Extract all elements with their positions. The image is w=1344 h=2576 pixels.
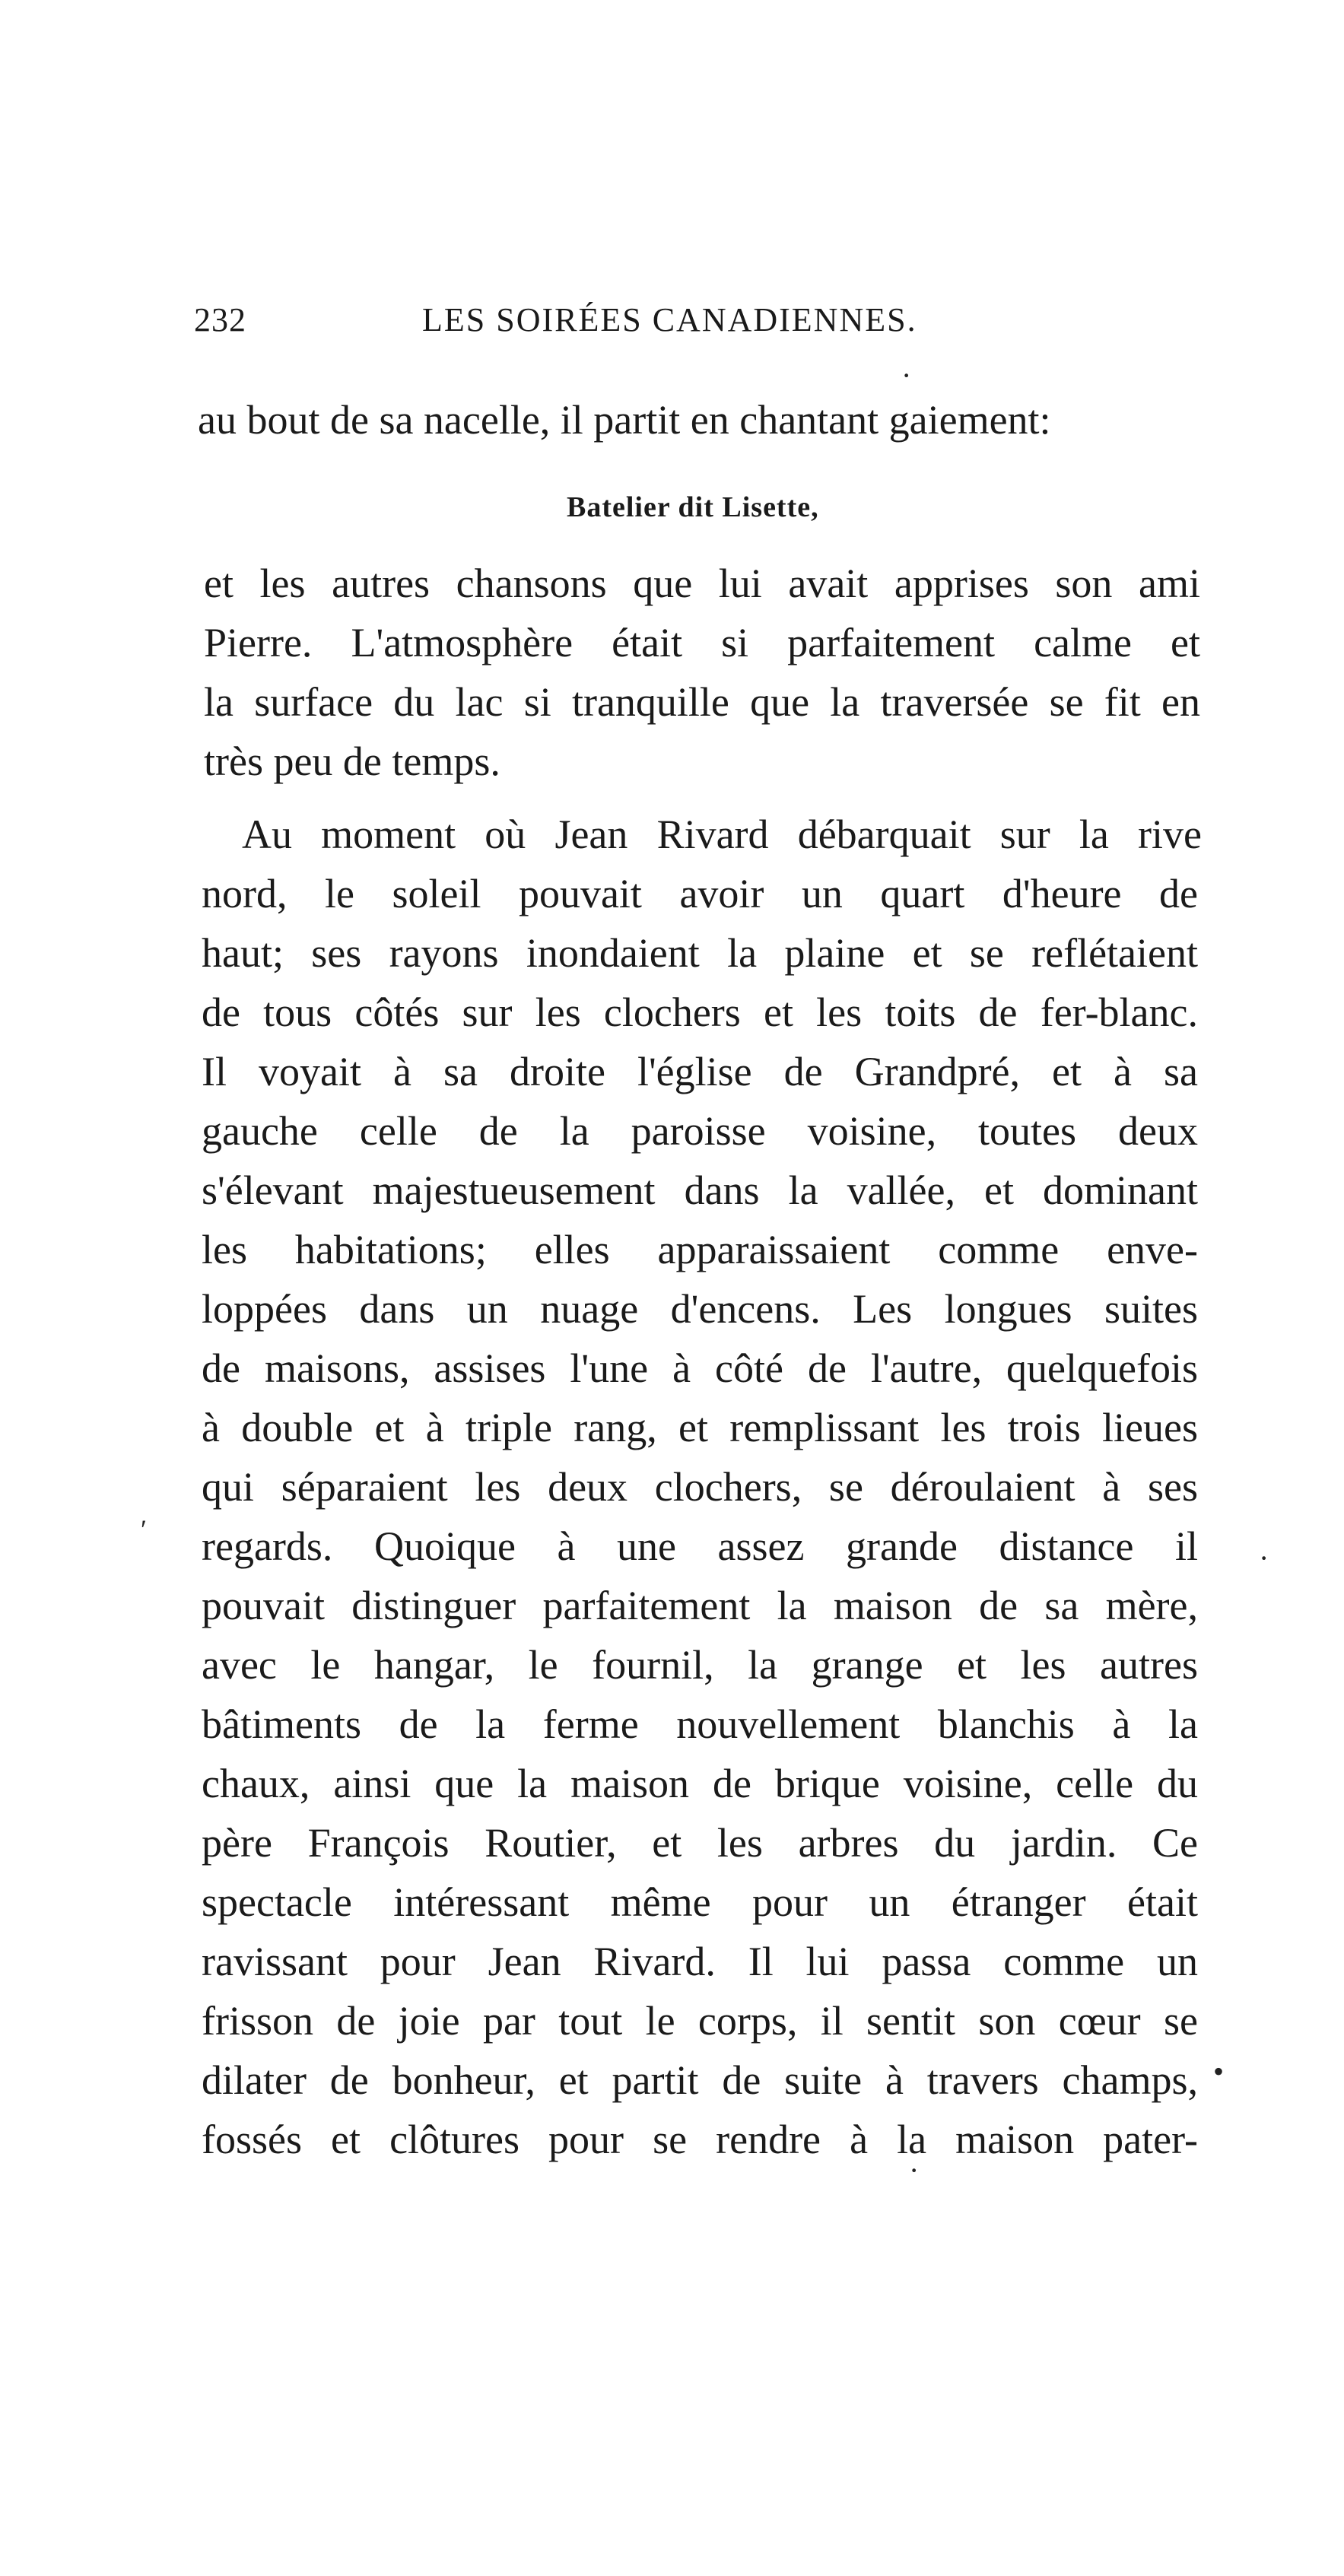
text-line: dilater de bonheur, et partit de suite à travers champs,: [202, 2057, 1198, 2103]
scan-mark: ′: [141, 1514, 147, 1545]
text-line: Pierre. L'atmosphère était si parfaitement calme et: [204, 620, 1200, 665]
text-line: loppées dans un nuage d'encens. Les longues suites: [202, 1286, 1198, 1332]
scan-speck: •: [1213, 2054, 1225, 2088]
text-line: de maisons, assises l'une à côté de l'autre, quelquefois: [202, 1345, 1198, 1391]
text-line: haut; ses rayons inondaient la plaine et se reflétaient: [202, 930, 1198, 976]
text-line: qui séparaient les deux clochers, se déroulaient à ses: [202, 1464, 1198, 1510]
text-line: nord, le soleil pouvait avoir un quart d'heure de: [202, 871, 1198, 916]
text-line: père François Routier, et les arbres du jardin. Ce: [202, 1820, 1198, 1866]
text-line: et les autres chansons que lui avait apprises son ami: [204, 561, 1200, 606]
page-number: 232: [194, 301, 246, 338]
text-line: fossés et clôtures pour se rendre à la maison pater-: [202, 2117, 1198, 2162]
text-line: bâtiments de la ferme nouvellement blanchis à la: [202, 1701, 1198, 1747]
text-line: à double et à triple rang, et remplissant les trois lieues: [202, 1405, 1198, 1450]
text-line: au bout de sa nacelle, il partit en chantant gaiement:: [198, 397, 1051, 443]
scan-speck: ·: [909, 2153, 920, 2187]
running-header: [194, 300, 1198, 346]
text-line: les habitations; elles apparaissaient comme enve-: [202, 1227, 1198, 1272]
text-line: Il voyait à sa droite l'église de Grandpré, et à sa: [202, 1049, 1198, 1094]
text-line: pouvait distinguer parfaitement la maison de sa mère,: [202, 1583, 1198, 1628]
song-title: Batelier dit Lisette,: [567, 491, 819, 523]
text-line: frisson de joie par tout le corps, il sentit son cœur se: [202, 1998, 1198, 2044]
text-line: s'élevant majestueusement dans la vallée, et dominant: [202, 1167, 1198, 1213]
text-line: la surface du lac si tranquille que la traversée se fit en: [204, 679, 1200, 725]
text-line: ravissant pour Jean Rivard. Il lui passa comme un: [202, 1939, 1198, 1984]
text-line: Au moment où Jean Rivard débarquait sur la rive: [242, 812, 1202, 857]
text-line: regards. Quoique à une assez grande distance il: [202, 1523, 1198, 1569]
text-line: avec le hangar, le fournil, la grange et les autres: [202, 1642, 1198, 1688]
text-line: de tous côtés sur les clochers et les toits de fer-blanc.: [202, 989, 1198, 1035]
text-line: spectacle intéressant même pour un étranger était: [202, 1879, 1198, 1925]
running-title: LES SOIRÉES CANADIENNES.: [422, 301, 917, 338]
text-line: très peu de temps.: [204, 738, 500, 784]
scan-speck: ·: [1259, 1541, 1269, 1575]
text-line: chaux, ainsi que la maison de brique voisine, celle du: [202, 1761, 1198, 1806]
scan-speck: ·: [901, 358, 912, 392]
text-line: gauche celle de la paroisse voisine, toutes deux: [202, 1108, 1198, 1154]
